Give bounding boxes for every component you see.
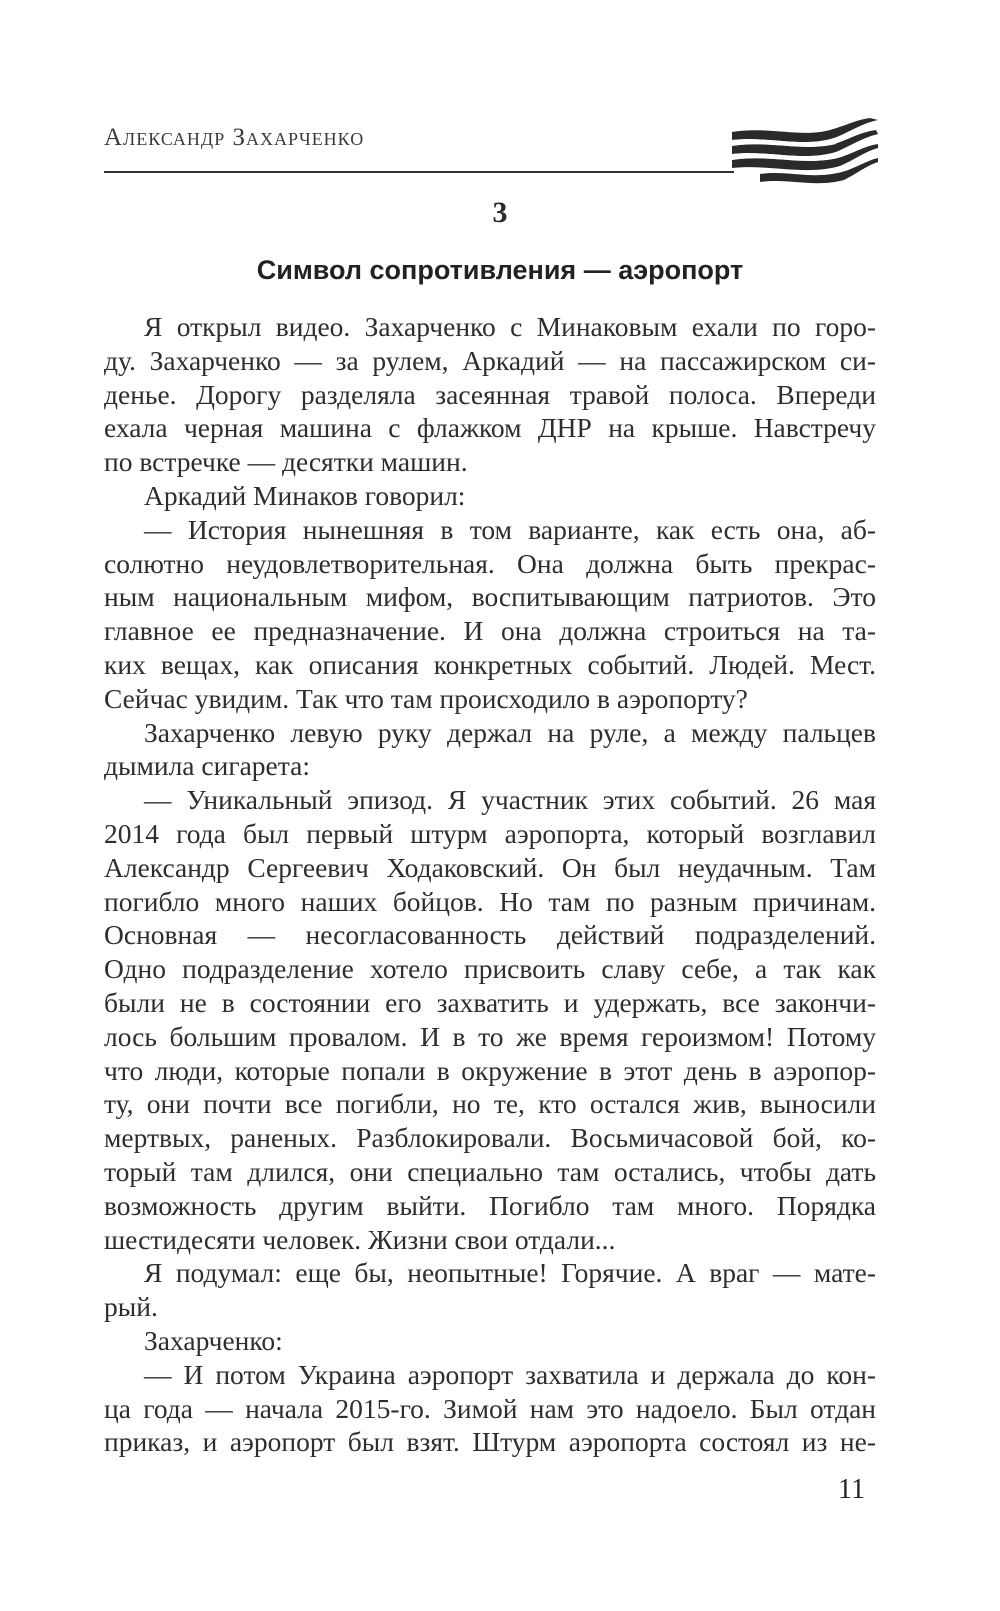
text-line: ным национальным мифом, воспитывающим патриотов. Это xyxy=(104,581,876,613)
text-line: Я подумал: еще бы, неопытные! Горячие. А враг — мате- xyxy=(144,1257,876,1289)
text-line: ца года — начала 2015-го. Зимой нам это надоело. Был отдан xyxy=(104,1392,876,1424)
text-line: Захарченко левую руку держал на руле, а между пальцев xyxy=(144,716,876,748)
text-line: Одно подразделение хотело присвоить славу себе, а так как xyxy=(104,953,876,985)
body-text xyxy=(104,310,876,1459)
text-line: Александр Сергеевич Ходаковский. Он был неудачным. Там xyxy=(104,851,876,883)
text-line: погибло много наших бойцов. Но там по разным причинам. xyxy=(104,885,876,917)
text-line: ехала черная машина с флажком ДНР на крыше. Навстречу xyxy=(104,412,876,444)
text-line: — История нынешняя в том варианте, как есть она, аб- xyxy=(144,513,876,545)
text-line: приказ, и аэропорт был взят. Штурм аэропорта состоял из не- xyxy=(104,1426,876,1458)
text-line: дымила сигарета: xyxy=(104,750,310,782)
page-number: 11 xyxy=(838,1474,865,1505)
text-line: Сейчас увидим. Так что там происходило в аэропорту? xyxy=(104,682,748,714)
header-divider xyxy=(104,171,734,173)
text-line: главное ее предназначение. И она должна строиться на та- xyxy=(104,615,876,647)
text-line: Захарченко: xyxy=(144,1324,283,1356)
text-line: торый там длился, они специально там остались, чтобы дать xyxy=(104,1155,876,1187)
text-line: денье. Дорогу разделяла засеянная травой полоса. Впереди xyxy=(104,378,876,410)
chapter-number: 3 xyxy=(492,196,508,229)
text-line: возможность другим выйти. Погибло там много. Порядка xyxy=(104,1189,876,1221)
text-line: по встречке — десятки машин. xyxy=(104,446,468,478)
text-line: — Уникальный эпизод. Я участник этих событий. 26 мая xyxy=(144,784,876,816)
text-line: — И потом Украина аэропорт захватила и держала до кон- xyxy=(144,1358,876,1390)
flag-ribbon-icon xyxy=(730,118,880,184)
text-line: 2014 года был первый штурм аэропорта, который возглавил xyxy=(104,817,876,849)
text-line: что люди, которые попали в окружение в этот день в аэропор- xyxy=(104,1054,876,1086)
text-line: ду. Захарченко — за рулем, Аркадий — на пассажирском си- xyxy=(104,344,876,376)
text-line: Аркадий Минаков говорил: xyxy=(144,479,466,511)
text-line: шестидесяти человек. Жизни свои отдали... xyxy=(104,1223,616,1255)
text-line: Я открыл видео. Захарченко с Минаковым ехали по горо- xyxy=(144,311,876,342)
text-line: мертвых, раненых. Разблокировали. Восьмичасовой бой, ко- xyxy=(104,1122,876,1154)
chapter-title: Символ сопротивления — аэропорт xyxy=(256,255,744,285)
text-line: лось большим провалом. И в то же время героизмом! Потому xyxy=(104,1020,876,1052)
running-header-author: Александр Захарченко xyxy=(104,124,365,151)
text-line: ту, они почти все погибли, но те, кто остался жив, выносили xyxy=(104,1088,876,1120)
text-line: рый. xyxy=(104,1291,158,1323)
text-line: ких вещах, как описания конкретных событий. Людей. Мест. xyxy=(104,648,876,680)
text-line: солютно неудовлетворительная. Она должна быть прекрас- xyxy=(104,547,876,579)
text-line: были не в состоянии его захватить и удержать, все закончи- xyxy=(104,986,876,1018)
text-line: Основная — несогласованность действий подразделений. xyxy=(104,919,876,951)
